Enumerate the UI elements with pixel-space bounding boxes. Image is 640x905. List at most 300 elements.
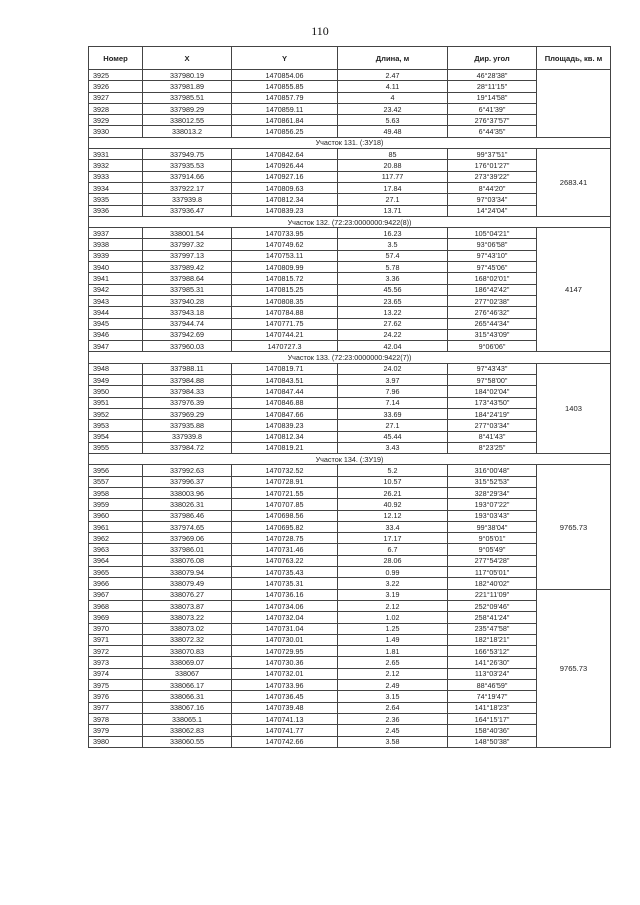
cell-direction-angle: 99°37'51"	[448, 149, 537, 160]
cell-number: 3968	[89, 600, 143, 611]
cell-number: 3972	[89, 646, 143, 657]
cell-length: 3.15	[338, 691, 448, 702]
header-y: Y	[232, 47, 338, 70]
cell-y: 1470819.21	[232, 442, 338, 453]
header-area: Площадь, кв. м	[537, 47, 611, 70]
cell-x: 337974.65	[143, 521, 232, 532]
cell-x: 337984.33	[143, 386, 232, 397]
cell-x: 338076.08	[143, 555, 232, 566]
cell-direction-angle: 277°03'34"	[448, 420, 537, 431]
cell-length: 2.47	[338, 70, 448, 81]
cell-length: 3.36	[338, 273, 448, 284]
table-row	[89, 555, 611, 566]
cell-number: 3967	[89, 589, 143, 600]
table-row	[89, 736, 611, 747]
cell-length: 12.12	[338, 510, 448, 521]
cell-direction-angle: 105°04'21"	[448, 228, 537, 239]
cell-length: 33.69	[338, 408, 448, 419]
cell-direction-angle: 158°40'36"	[448, 725, 537, 736]
cell-y: 1470735.43	[232, 567, 338, 578]
table-row	[89, 103, 611, 114]
cell-y: 1470846.88	[232, 397, 338, 408]
table-row	[89, 646, 611, 657]
cell-y: 1470730.01	[232, 634, 338, 645]
cell-direction-angle: 315°52'53"	[448, 476, 537, 487]
cell-y: 1470815.72	[232, 273, 338, 284]
cell-y: 1470727.3	[232, 341, 338, 352]
cell-y: 1470855.85	[232, 81, 338, 92]
section-label: Участок 133. (72:23:0000000:9422(7))	[89, 352, 611, 363]
cell-y: 1470721.55	[232, 487, 338, 498]
table-row	[89, 533, 611, 544]
cell-direction-angle: 221°11'09"	[448, 589, 537, 600]
cell-number: 3954	[89, 431, 143, 442]
cell-length: 2.36	[338, 713, 448, 724]
cell-x: 337986.01	[143, 544, 232, 555]
cell-length: 10.57	[338, 476, 448, 487]
cell-direction-angle: 235°47'58"	[448, 623, 537, 634]
table-row	[89, 465, 611, 476]
cell-number: 3931	[89, 149, 143, 160]
cell-number: 3945	[89, 318, 143, 329]
cell-x: 338065.1	[143, 713, 232, 724]
cell-length: 0.99	[338, 567, 448, 578]
table-row	[89, 262, 611, 273]
table-row	[89, 702, 611, 713]
cell-y: 1470742.66	[232, 736, 338, 747]
cell-area: 2683.41	[537, 149, 611, 217]
cell-length: 6.7	[338, 544, 448, 555]
cell-direction-angle: 148°50'38"	[448, 736, 537, 747]
cell-number: 3938	[89, 239, 143, 250]
cell-x: 337969.29	[143, 408, 232, 419]
cell-direction-angle: 8°41'43"	[448, 431, 537, 442]
table-row	[89, 680, 611, 691]
cell-direction-angle: 28°11'15"	[448, 81, 537, 92]
section-row	[89, 352, 611, 363]
table-row	[89, 510, 611, 521]
cell-y: 1470735.31	[232, 578, 338, 589]
cell-direction-angle: 93°06'58"	[448, 239, 537, 250]
cell-x: 338026.31	[143, 499, 232, 510]
cell-number: 3955	[89, 442, 143, 453]
cell-x: 337988.64	[143, 273, 232, 284]
cell-y: 1470744.21	[232, 329, 338, 340]
cell-x: 338072.32	[143, 634, 232, 645]
cell-x: 337942.69	[143, 329, 232, 340]
cell-direction-angle: 141°26'30"	[448, 657, 537, 668]
cell-x: 338003.96	[143, 487, 232, 498]
table-row	[89, 623, 611, 634]
table-row	[89, 657, 611, 668]
cell-length: 57.4	[338, 250, 448, 261]
cell-length: 3.19	[338, 589, 448, 600]
cell-area: 4147	[537, 228, 611, 352]
cell-number: 3973	[89, 657, 143, 668]
cell-y: 1470861.84	[232, 115, 338, 126]
table-row	[89, 194, 611, 205]
cell-length: 1.25	[338, 623, 448, 634]
table-row	[89, 589, 611, 600]
cell-direction-angle: 164°15'17"	[448, 713, 537, 724]
cell-direction-angle: 273°39'22"	[448, 171, 537, 182]
cell-x: 338076.27	[143, 589, 232, 600]
cell-y: 1470842.64	[232, 149, 338, 160]
cell-y: 1470843.51	[232, 375, 338, 386]
cell-direction-angle: 316°00'48"	[448, 465, 537, 476]
cell-length: 4.11	[338, 81, 448, 92]
cell-direction-angle: 182°40'02"	[448, 578, 537, 589]
table-row	[89, 487, 611, 498]
table-row	[89, 408, 611, 419]
table-row	[89, 499, 611, 510]
cell-length: 45.56	[338, 284, 448, 295]
cell-direction-angle: 276°46'32"	[448, 307, 537, 318]
cell-length: 117.77	[338, 171, 448, 182]
cell-direction-angle: 9°06'06"	[448, 341, 537, 352]
table-row	[89, 521, 611, 532]
cell-direction-angle: 46°28'38"	[448, 70, 537, 81]
cell-length: 33.4	[338, 521, 448, 532]
cell-direction-angle: 193°03'43"	[448, 510, 537, 521]
cell-length: 3.22	[338, 578, 448, 589]
table-row	[89, 578, 611, 589]
cell-y: 1470859.11	[232, 103, 338, 114]
cell-direction-angle: 182°18'21"	[448, 634, 537, 645]
cell-x: 338073.02	[143, 623, 232, 634]
cell-number: 3964	[89, 555, 143, 566]
cell-y: 1470728.75	[232, 533, 338, 544]
table-row	[89, 160, 611, 171]
table-row	[89, 70, 611, 81]
cell-number: 3969	[89, 612, 143, 623]
cell-length: 5.78	[338, 262, 448, 273]
cell-length: 26.21	[338, 487, 448, 498]
cell-y: 1470731.04	[232, 623, 338, 634]
cell-y: 1470809.63	[232, 182, 338, 193]
table-row	[89, 239, 611, 250]
cell-x: 337980.19	[143, 70, 232, 81]
table-row	[89, 386, 611, 397]
cell-x: 337986.46	[143, 510, 232, 521]
cell-area: 9765.73	[537, 589, 611, 747]
cell-direction-angle: 328°29'34"	[448, 487, 537, 498]
cell-number: 3941	[89, 273, 143, 284]
cell-x: 338067	[143, 668, 232, 679]
table-row	[89, 92, 611, 103]
cell-direction-angle: 9°05'49"	[448, 544, 537, 555]
cell-direction-angle: 258°41'24"	[448, 612, 537, 623]
coordinates-table	[88, 46, 611, 748]
cell-x: 337949.75	[143, 149, 232, 160]
table-row	[89, 600, 611, 611]
cell-direction-angle: 9°05'01"	[448, 533, 537, 544]
cell-y: 1470812.34	[232, 194, 338, 205]
table-body	[89, 70, 611, 748]
cell-x: 337981.89	[143, 81, 232, 92]
table-row	[89, 476, 611, 487]
cell-y: 1470808.35	[232, 295, 338, 306]
table-row	[89, 375, 611, 386]
cell-y: 1470856.25	[232, 126, 338, 137]
cell-length: 24.22	[338, 329, 448, 340]
cell-length: 27.1	[338, 194, 448, 205]
cell-direction-angle: 176°01'27"	[448, 160, 537, 171]
cell-number: 3959	[89, 499, 143, 510]
cell-length: 23.65	[338, 295, 448, 306]
table-row	[89, 295, 611, 306]
cell-direction-angle: 97°45'06"	[448, 262, 537, 273]
cell-length: 5.63	[338, 115, 448, 126]
cell-number: 3950	[89, 386, 143, 397]
cell-number: 3939	[89, 250, 143, 261]
cell-y: 1470854.06	[232, 70, 338, 81]
cell-direction-angle: 173°43'50"	[448, 397, 537, 408]
table-row	[89, 205, 611, 216]
cell-y: 1470784.88	[232, 307, 338, 318]
cell-direction-angle: 166°53'12"	[448, 646, 537, 657]
cell-number: 3974	[89, 668, 143, 679]
cell-x: 338069.07	[143, 657, 232, 668]
cell-number: 3925	[89, 70, 143, 81]
cell-y: 1470857.79	[232, 92, 338, 103]
cell-x: 338079.94	[143, 567, 232, 578]
cell-x: 337984.88	[143, 375, 232, 386]
cell-number: 3966	[89, 578, 143, 589]
cell-length: 45.44	[338, 431, 448, 442]
cell-x: 337914.66	[143, 171, 232, 182]
cell-length: 20.88	[338, 160, 448, 171]
cell-y: 1470927.16	[232, 171, 338, 182]
cell-x: 337984.72	[143, 442, 232, 453]
cell-x: 337992.63	[143, 465, 232, 476]
cell-x: 337989.29	[143, 103, 232, 114]
cell-x: 337939.8	[143, 194, 232, 205]
cell-direction-angle: 97°43'10"	[448, 250, 537, 261]
table-row	[89, 442, 611, 453]
cell-x: 338070.83	[143, 646, 232, 657]
cell-direction-angle: 184°24'19"	[448, 408, 537, 419]
cell-length: 2.12	[338, 600, 448, 611]
cell-y: 1470707.85	[232, 499, 338, 510]
cell-length: 1.81	[338, 646, 448, 657]
cell-x: 337940.28	[143, 295, 232, 306]
cell-length: 27.1	[338, 420, 448, 431]
cell-number: 3979	[89, 725, 143, 736]
cell-y: 1470815.25	[232, 284, 338, 295]
cell-direction-angle: 97°58'00"	[448, 375, 537, 386]
cell-y: 1470731.46	[232, 544, 338, 555]
cell-x: 337936.47	[143, 205, 232, 216]
cell-direction-angle: 184°02'04"	[448, 386, 537, 397]
cell-number: 3949	[89, 375, 143, 386]
cell-number: 3951	[89, 397, 143, 408]
cell-x: 337996.37	[143, 476, 232, 487]
table-row	[89, 182, 611, 193]
table-row	[89, 420, 611, 431]
cell-number: 3976	[89, 691, 143, 702]
cell-x: 337943.18	[143, 307, 232, 318]
cell-number: 3946	[89, 329, 143, 340]
cell-x: 338013.2	[143, 126, 232, 137]
table-row	[89, 115, 611, 126]
cell-direction-angle: 252°09'46"	[448, 600, 537, 611]
cell-direction-angle: 8°23'25"	[448, 442, 537, 453]
cell-length: 17.17	[338, 533, 448, 544]
section-label: Участок 134. (:ЗУ19)	[89, 454, 611, 465]
cell-length: 24.02	[338, 363, 448, 374]
cell-length: 85	[338, 149, 448, 160]
cell-y: 1470763.22	[232, 555, 338, 566]
cell-x: 337976.39	[143, 397, 232, 408]
cell-length: 1.02	[338, 612, 448, 623]
cell-number: 3934	[89, 182, 143, 193]
cell-direction-angle: 193°07'22"	[448, 499, 537, 510]
cell-length: 2.49	[338, 680, 448, 691]
cell-length: 17.84	[338, 182, 448, 193]
cell-number: 3965	[89, 567, 143, 578]
cell-y: 1470847.44	[232, 386, 338, 397]
cell-length: 49.48	[338, 126, 448, 137]
table-row	[89, 228, 611, 239]
cell-direction-angle: 168°02'01"	[448, 273, 537, 284]
table-row	[89, 634, 611, 645]
table-row	[89, 284, 611, 295]
cell-direction-angle: 113°03'24"	[448, 668, 537, 679]
cell-number: 3978	[89, 713, 143, 724]
header-direction-angle: Дир. угол	[448, 47, 537, 70]
table-row	[89, 431, 611, 442]
header-length: Длина, м	[338, 47, 448, 70]
page-number: 110	[311, 24, 329, 38]
cell-y: 1470736.45	[232, 691, 338, 702]
cell-number: 3962	[89, 533, 143, 544]
cell-length: 13.71	[338, 205, 448, 216]
cell-number: 3960	[89, 510, 143, 521]
cell-number: 3948	[89, 363, 143, 374]
table-row	[89, 250, 611, 261]
cell-number: 3943	[89, 295, 143, 306]
cell-number: 3975	[89, 680, 143, 691]
cell-number: 3980	[89, 736, 143, 747]
cell-length: 27.62	[338, 318, 448, 329]
cell-y: 1470809.99	[232, 262, 338, 273]
cell-y: 1470728.91	[232, 476, 338, 487]
section-label: Участок 132. (72:23:0000000:9422(8))	[89, 216, 611, 227]
cell-number: 3935	[89, 194, 143, 205]
cell-x: 338062.83	[143, 725, 232, 736]
cell-x: 338067.16	[143, 702, 232, 713]
cell-x: 338066.17	[143, 680, 232, 691]
cell-length: 5.2	[338, 465, 448, 476]
cell-length: 7.96	[338, 386, 448, 397]
cell-number: 3944	[89, 307, 143, 318]
table-row	[89, 725, 611, 736]
cell-direction-angle: 277°54'28"	[448, 555, 537, 566]
cell-y: 1470771.75	[232, 318, 338, 329]
cell-y: 1470730.36	[232, 657, 338, 668]
cell-y: 1470736.16	[232, 589, 338, 600]
cell-number: 3958	[89, 487, 143, 498]
cell-number: 3956	[89, 465, 143, 476]
cell-direction-angle: 315°43'09"	[448, 329, 537, 340]
cell-number: 3977	[89, 702, 143, 713]
cell-number: 3952	[89, 408, 143, 419]
cell-x: 337922.17	[143, 182, 232, 193]
cell-number: 3961	[89, 521, 143, 532]
cell-number: 3970	[89, 623, 143, 634]
cell-number: 3926	[89, 81, 143, 92]
cell-number: 3963	[89, 544, 143, 555]
cell-direction-angle: 6°41'39"	[448, 103, 537, 114]
table-row	[89, 713, 611, 724]
cell-area: 9765.73	[537, 465, 611, 589]
cell-number: 3971	[89, 634, 143, 645]
cell-length: 42.04	[338, 341, 448, 352]
cell-length: 2.12	[338, 668, 448, 679]
table-row	[89, 329, 611, 340]
cell-direction-angle: 99°38'04"	[448, 521, 537, 532]
cell-direction-angle: 19°14'58"	[448, 92, 537, 103]
header-x: X	[143, 47, 232, 70]
cell-number: 3932	[89, 160, 143, 171]
cell-x: 337969.06	[143, 533, 232, 544]
header-number: Номер	[89, 47, 143, 70]
section-row	[89, 454, 611, 465]
cell-x: 338079.49	[143, 578, 232, 589]
cell-direction-angle: 14°24'04"	[448, 205, 537, 216]
cell-y: 1470733.95	[232, 228, 338, 239]
cell-length: 1.49	[338, 634, 448, 645]
cell-x: 337985.51	[143, 92, 232, 103]
table-row	[89, 126, 611, 137]
section-label: Участок 131. (:ЗУ18)	[89, 137, 611, 148]
cell-x: 337939.8	[143, 431, 232, 442]
table-row	[89, 691, 611, 702]
cell-length: 3.5	[338, 239, 448, 250]
cell-x: 338066.31	[143, 691, 232, 702]
cell-direction-angle: 186°42'42"	[448, 284, 537, 295]
cell-x: 338060.55	[143, 736, 232, 747]
cell-x: 337988.11	[143, 363, 232, 374]
cell-x: 337997.32	[143, 239, 232, 250]
cell-x: 337960.03	[143, 341, 232, 352]
cell-number: 3947	[89, 341, 143, 352]
table-row	[89, 363, 611, 374]
cell-number: 3936	[89, 205, 143, 216]
cell-x: 337935.53	[143, 160, 232, 171]
cell-y: 1470749.62	[232, 239, 338, 250]
cell-y: 1470732.52	[232, 465, 338, 476]
section-row	[89, 137, 611, 148]
cell-number: 3933	[89, 171, 143, 182]
cell-area: 1403	[537, 363, 611, 453]
cell-number: 3929	[89, 115, 143, 126]
cell-x: 338073.87	[143, 600, 232, 611]
cell-y: 1470926.44	[232, 160, 338, 171]
table-row	[89, 341, 611, 352]
cell-y: 1470695.82	[232, 521, 338, 532]
cell-y: 1470732.01	[232, 668, 338, 679]
cell-length: 3.97	[338, 375, 448, 386]
cell-direction-angle: 117°05'01"	[448, 567, 537, 578]
table-row	[89, 567, 611, 578]
cell-length: 16.23	[338, 228, 448, 239]
cell-direction-angle: 276°37'57"	[448, 115, 537, 126]
table-row	[89, 612, 611, 623]
cell-number: 3557	[89, 476, 143, 487]
table-row	[89, 273, 611, 284]
